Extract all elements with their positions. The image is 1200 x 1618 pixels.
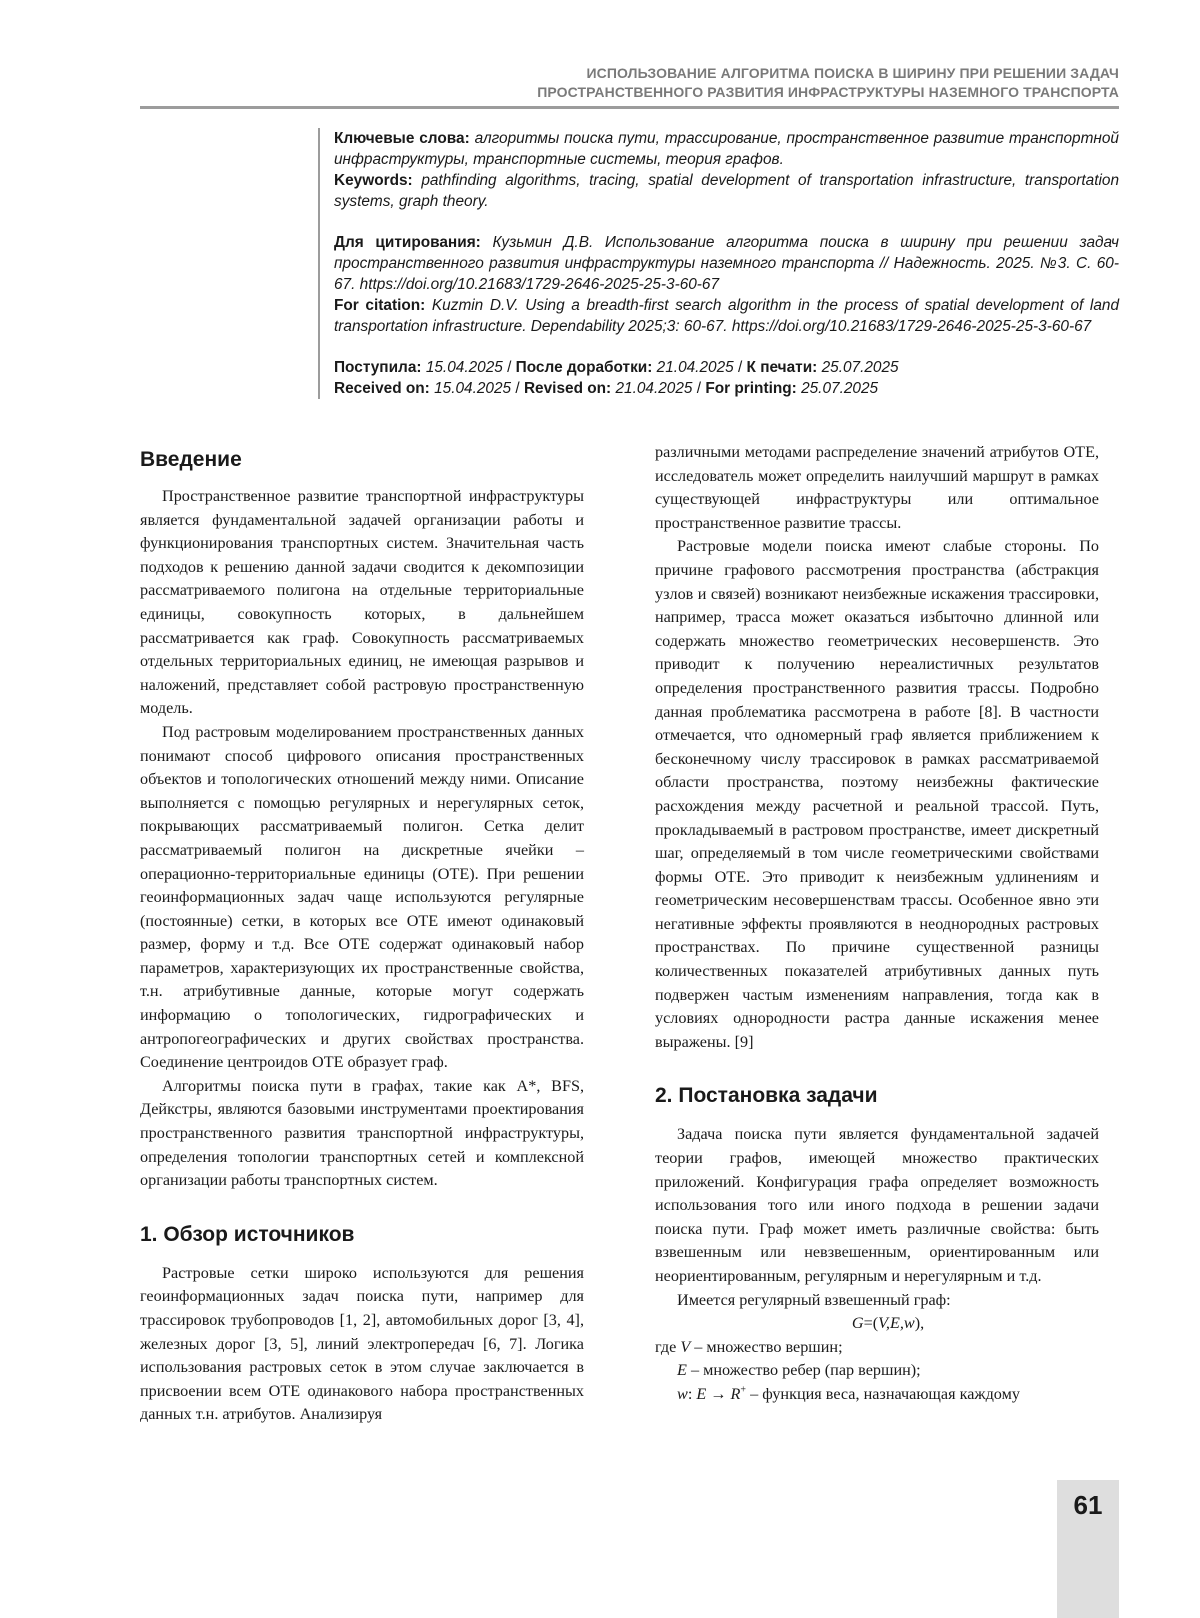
w-colon: : <box>687 1384 697 1403</box>
keywords-en-label: Keywords: <box>334 172 413 189</box>
definition-e <box>655 1359 1099 1383</box>
section-2-heading: 2. Постановка задачи <box>655 1084 878 1108</box>
section-1-heading: 1. Обзор источников <box>140 1222 355 1246</box>
intro-paragraph-2: Под растровым моделированием пространственных данных понимают способ цифрового описания пространственных объектов и топологических отношений между ними. Описание выполняется с помощью регулярных и нерегулярных сеток, покрывающих рассматриваемый полигон. Сетка делит рассматриваемый полигон на дискретные ячейки – операционно-территориальные единицы (ОТЕ). При решении геоинформационных задач чаще используются регулярные (постоянные) сетки, в которых все ОТЕ имеют одинаковый размер, форму и т.д. Все ОТЕ содержат одинаковый набор параметров, характеризующих их пространственные свойства, т.н. атрибутивные данные, которые могут содержать информацию о топологических, гидрографических и антропогеографических и других свойствах пространства. Соединение центроидов ОТЕ образует граф. <box>140 722 584 1072</box>
revised-ru-date: 21.04.2025 <box>656 359 734 376</box>
w-arrow: → <box>706 1384 731 1403</box>
introduction-heading: Введение <box>140 448 242 471</box>
w-codomain-sup: + <box>740 1384 747 1396</box>
running-header <box>140 64 1119 102</box>
intro-paragraph-1: Пространственное развитие транспортной инфраструктуры является фундаментальной задачей организации работы и функционирования транспортных систем. Значительная часть подходов к решению данной задачи сводится к декомпозиции рассматриваемого полигона на отдельные территориальные единицы, совокупность которых, в дальнейшем рассматривается как граф. Совокупность рассматриваемых отдельных территориальных единиц, не имеющая разрывов и наложений, представляет собой растровую пространственную модель. <box>140 487 584 718</box>
running-header-line-1: ИСПОЛЬЗОВАНИЕ АЛГОРИТМА ПОИСКА В ШИРИНУ ПРИ РЕШЕНИИ ЗАДАЧ <box>586 65 1119 81</box>
formula-close: ), <box>914 1314 925 1333</box>
keywords-ru-label: Ключевые слова: <box>334 130 470 147</box>
printing-en-label: For printing: <box>705 380 797 397</box>
graph-formula <box>655 1312 1099 1336</box>
running-header-line-2: ПРОСТРАНСТВЕННОГО РАЗВИТИЯ ИНФРАСТРУКТУРЫ НАЗЕМНОГО ТРАНСПОРТА <box>537 84 1119 100</box>
dates-ru: Поступила: 15.04.2025 / После доработки: 21.04.2025 / К печати: 25.07.2025 <box>334 359 899 376</box>
w-definition: – функция веса, назначающая каждому <box>746 1384 1020 1403</box>
keywords-en <box>334 170 1119 212</box>
citation-ru <box>334 232 1119 295</box>
w-codomain: R <box>730 1384 741 1403</box>
page-number: 61 <box>1073 1490 1103 1520</box>
received-en-label: Received on: <box>334 380 430 397</box>
revised-en-date: 21.04.2025 <box>615 380 693 397</box>
revised-en-label: Revised on: <box>523 380 612 397</box>
left-column <box>140 446 584 1427</box>
e-definition: – множество ребер (пар вершин); <box>686 1361 921 1380</box>
citation-en-label: For citation: <box>334 297 426 314</box>
revised-ru-label: После доработки: <box>515 359 653 376</box>
var-v: V <box>680 1337 691 1356</box>
received-ru-label: Поступила: <box>334 359 422 376</box>
printing-ru-date: 25.07.2025 <box>821 359 899 376</box>
received-ru-date: 15.04.2025 <box>425 359 503 376</box>
var-w: w <box>677 1384 688 1403</box>
keywords-en-text: pathfinding algorithms, tracing, spatial development of transportation infrastructure, transportation systems, graph theory. <box>334 172 1120 210</box>
intro-paragraph-3: Алгоритмы поиска пути в графах, такие как A*, BFS, Дейкстры, являются базовыми инструментами проектирования пространственного развития транспортной инфраструктуры, определения топологии транспортных сетей и комплексной организации работы транспортных систем. <box>140 1076 584 1190</box>
citation-en <box>334 295 1119 337</box>
dates-en: Received on: 15.04.2025 / Revised on: 21.04.2025 / For printing: 25.07.2025 <box>334 380 879 397</box>
formula-eq: =( <box>863 1314 879 1333</box>
right-column <box>655 441 1099 1407</box>
received-en-date: 15.04.2025 <box>434 380 512 397</box>
var-e: E <box>677 1361 687 1380</box>
keywords-ru-text: алгоритмы поиска пути, трассирование, пространственное развитие транспортной инфраструктуры, транспортные системы, теория графов. <box>334 130 1119 168</box>
v-definition: – множество вершин; <box>690 1337 843 1356</box>
w-domain: E <box>696 1384 707 1403</box>
section-2-paragraph-1: Задача поиска пути является фундаментальной задачей теории графов, имеющей множество практических приложений. Конфигурация графа определяет возможность использования того или иного подхода в решении задачи поиска пути. Граф может иметь различные свойства: быть взвешенным или невзвешенным, ориентированным или неориентированным, регулярным и нерегулярным и т.д. <box>655 1125 1099 1285</box>
keywords-ru <box>334 128 1119 170</box>
formula-g: G <box>851 1314 864 1333</box>
citation-en-text: Kuzmin D.V. Using a breadth-first search algorithm in the process of spatial development of land transportation infrastructure. Dependability 2025;3: 60-67. https://doi.org/10.21683/1729-2646-2025-25-3-60-67 <box>334 297 1120 335</box>
printing-ru-label: К печати: <box>746 359 818 376</box>
section-1-paragraph-1: Растровые сетки широко используются для решения геоинформационных задач поиска пути, например для трассировок трубопроводов [1, 2], автомобильных дорог [3, 4], железных дорог [3, 5], линий электропередач [6, 7]. Логика использования растровых сеток в этом случае заключается в присвоении всем ОТЕ одинакового набора пространственных данных т.н. атрибутов. Анализируя <box>140 1263 584 1424</box>
definition-v <box>655 1336 1099 1360</box>
where-prefix: где <box>655 1337 681 1356</box>
section-2-paragraph-2: Имеется регулярный взвешенный граф: <box>677 1290 951 1309</box>
definition-w <box>655 1383 1099 1407</box>
continued-paragraph: различными методами распределение значений атрибутов ОТЕ, исследователь может определить наилучший маршрут в рамках существующей инфраструктуры или оптимальное пространственное развитие трассы. <box>655 443 1099 532</box>
citation-ru-text: Кузьмин Д.В. Использование алгоритма поиска в ширину при решении задач пространственного развития инфраструктуры наземного транспорта // Надежность. 2025. №3. С. 60-67. https://doi.org/10.21683/1729-2646-2025-25-3-60-67 <box>334 234 1120 293</box>
citation-ru-label: Для цитирования: <box>334 234 481 251</box>
printing-en-date: 25.07.2025 <box>801 380 879 397</box>
formula-vars: V,E,w <box>878 1314 915 1333</box>
weakness-paragraph: Растровые модели поиска имеют слабые стороны. По причине графового рассмотрения пространства (абстракция узлов и связей) возникают неизбежные искажения трассировки, например, трасса может оказаться избыточно длинной или содержать множество геометрических несовершенств. Это приводит к получению нереалистичных результатов определения пространственного развития трассы. Подробно данная проблематика рассмотрена в работе [8]. В частности отмечается, что одномерный граф является приближением к бесконечному числу трассировок в рамках рассматриваемой области пространства, поэтому неизбежны фактические расхождения между расчетной и реальной трассой. Путь, прокладываемый в растровом пространстве, имеет дискретный шаг, определяемый в том числе геометрическими свойствами формы ОТЕ. Это приводит к неизбежным удлинениям и геометрическим несовершенствам трассы. Особенное явно эти негативные эффекты проявляются в неоднородных растровых пространствах. По причине существенной разницы количественных показателей атрибутивных данных путь подвержен частым изменениям направления, тогда как в условиях однородности растра данные искажения менее выражены. [9] <box>655 537 1099 1051</box>
header-rule <box>140 106 1119 109</box>
article-metadata <box>318 128 1119 399</box>
